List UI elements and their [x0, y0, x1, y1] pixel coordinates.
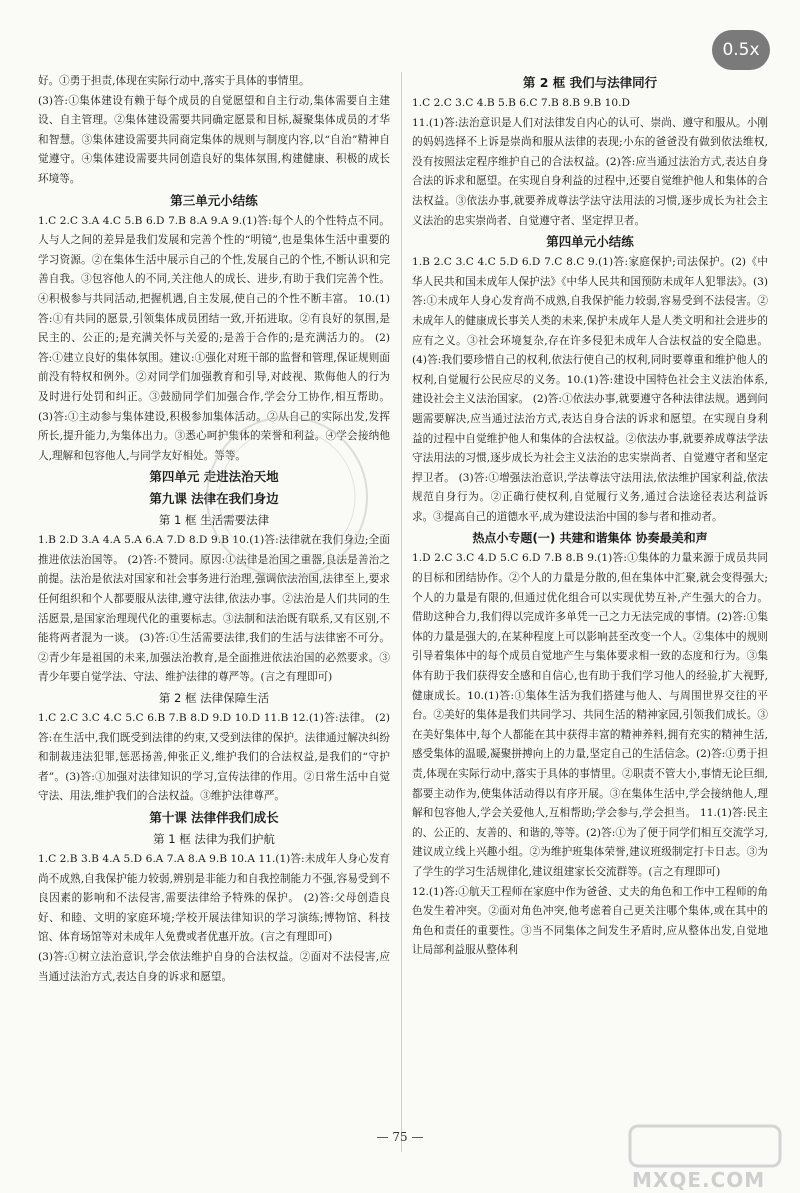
- page-number: — 75 —: [376, 1130, 424, 1144]
- paragraph: (3)答:①集体建设有赖于每个成员的自觉愿望和自主行动,集体需要自主建设、自主管理。②集体建设需要共同确定愿景和目标,凝聚集体成员的才华和智慧。③集体建设需要共同商定集体的规则与制度内容,以“自治”精神自觉遵守。④集体建设需要共同创造良好的集体氛围,构建健康、积极的成长环境等。: [38, 94, 390, 185]
- special-topic-heading: 热点小专题(一) 共建和谐集体 协奏最美和声: [472, 531, 708, 546]
- lesson-heading: 第九课 法律在我们身边: [149, 491, 279, 507]
- paragraph: 1.D 2.C 3.C 4.D 5.C 6.D 7.B 8.B 9.(1)答:①集体的力量来源于成员共同的目标和团结协作。②个人的力量是分散的,但在集体中汇聚,就会变得强大;个人的力量是有限的,但通过优化组合可以实现优势互补,产生强大的合力。借助这种合力,我们得以完成许多单凭一己之力无法完成的事情。(2)答:①集体的力量是强大的,在某种程度上可以影响甚至改变一个人。②集体中的规则引导着集体中的每个成员自觉地产生与集体要求相一致的态度和行为。③集体有助于我们获得安全感和自信心,也有助于我们学习他人的经验,扩大视野,健康成长。10.(1)答:①集体生活为我们搭建与他人、与周围世界交往的平台。②美好的集体是我们共同学习、共同生活的精神家园,引领我们成长。③在美好集体中,每个人都能在其中获得丰富的精神养料,拥有充实的精神生活,感受集体的温暖,凝聚拼搏向上的力量,坚定自己的生活信念。(2)答:①勇于担责,体现在实际行动中,落实于具体的事情里。②职责不管大小,事情无论巨细,都要主动作为,使集体活动得以有序开展。③在集体生活中,学会接纳他人,理解和包容他人,学会关爱他人,互相帮助;学会参与,学会担当。 11.(1)答:民主的、公正的、友善的、和谐的,等等。(2)答:①为了便于同学们相互交流学习,建议成立线上兴趣小组。②为维护班集体荣誉,建议班级制定打卡日志。③为了学生的学习生活规律化,建议组建家长交流群等。(言之有理即可): [412, 552, 768, 878]
- right-column: [412, 72, 768, 961]
- lesson-heading: 第十课 法律伴我们成长: [149, 810, 279, 825]
- paragraph: 1.C 2.C 3.A 4.C 5.B 6.D 7.B 8.A 9.A 9.(1)答:每个人的个性特点不同。人与人之间的差异是我们发展和完善个性的“明镜”,也是集体生活中重要的学习资源。②在集体生活中展示自己的个性,发展自己的个性,不断认识和完善自我。③包容他人的不同,关注他人的成长、进步,有助于我们完善个性。④积极参与共同活动,把握机遇,自主发展,使自己的个性不断丰富。 10.(1)答:①有共同的愿景,引领集体成员团结一致,开拓进取。②有良好的氛围,是民主的、公正的;是充满关怀与关爱的;是善于合作的;是充满活力的。 (2)答:①建立良好的集体氛围。建议:①强化对班干部的监督和管理,保证规则面前没有特权和例外。②对同学们加强教育和引导,对歧视、欺侮他人的行为及时进行处罚和纠正。③鼓励同学们加强合作,学会分工协作,相互帮助。 (3)答:①主动参与集体建设,积极参加集体活动。②从自己的实际出发,发挥所长,提升能力,为集体出力。③悉心呵护集体的荣誉和利益。④学会接纳他人,理解和包容他人,与同学友好相处。等等。: [38, 214, 390, 462]
- section-heading: 第 1 框 法律为我们护航: [153, 832, 275, 846]
- paragraph: 1.B 2.D 3.A 4.A 5.A 6.A 7.D 8.D 9.B 10.(1)答:法律就在我们身边;全面推进依法治国等。 (2)答:不赞同。原因:①法律是治国之重器,良法是善治之前提。法治是依法对国家和社会事务进行治理,强调依法治国,法律至上,要求任何组织和个人都要服从法律,遵守法律,依法办事。②法治是人们共同的生活愿景,是国家治理现代化的重要标志。③法制和法治既有联系,又有区别,不能将两者混为一谈。 (3)答:①生活需要法律,我们的生活与法律密不可分。②青少年是祖国的未来,加强法治教育,是全面推进依法治国的必然要求。③青少年要自觉学法、守法、维护法律的尊严等。(言之有理即可): [38, 534, 390, 684]
- paragraph: 1.C 2.B 3.B 4.A 5.D 6.A 7.A 8.A 9.B 10.A 11.(1)答:未成年人身心发育尚不成熟,自我保护能力较弱,辨别是非能力和自我控制能力不强,容易受到不良因素的影响和不法侵害,需要法律给予特殊的保护。 (2)答:父母创造良好、和睦、文明的家庭环境;学校开展法律知识的学习演练;博物馆、科技馆、体育场馆等对未成年人免费或者优惠开放。(言之有理即可): [38, 853, 390, 944]
- section-heading: 第 2 框 我们与法律同行: [522, 75, 658, 90]
- paragraph: 1.B 2.C 3.C 4.C 5.D 6.D 7.C 8.C 9.(1)答:家庭保护;司法保护。(2)《中华人民共和国未成年人保护法》《中华人民共和国预防未成年人犯罪法》。(3)答:①未成年人身心发育尚不成熟,自我保护能力较弱,容易受到不法侵害。②未成年人的健康成长事关人类的未来,保护未成年人是人类文明和社会进步的应有之义。③社会环境复杂,存在许多侵犯未成年人合法权益的安全隐患。 (4)答:我们要珍惜自己的权利,依法行使自己的权利,同时要尊重和维护他人的权利,自觉履行公民应尽的义务。10.(1)答:建设中国特色社会主义法治体系,建设社会主义法治国家。 (2)答:①依法办事,就要遵守各种法律法规。遇到问题需要解决,应当通过法治方式,表达自身合法的诉求和愿望。在实现自身利益的过程中自觉维护他人和集体的合法权益。②依法办事,就要养成尊法学法守法用法的习惯,逐步成长为社会主义法治的忠实崇尚者、自觉遵守者和坚定捍卫者。 (3)答:①增强法治意识,学法尊法守法用法,依法维护国家利益,依法规范自身行为。②正确行使权利,自觉履行义务,通过合法途径表达利益诉求。③提高自己的道德水平,成为建设法治中国的参与者和推动者。: [412, 256, 768, 523]
- paragraph: 11.(1)答:法治意识是人们对法律发自内心的认可、崇尚、遵守和服从。小刚的妈妈选择不上诉是崇尚和服从法律的表现;小东的爸爸没有做到依法维权,没有按照法定程序维护自己的合法权益。(2)答:应当通过法治方式,表达自身合法的诉求和愿望。在实现自身利益的过程中,还要自觉维护他人和集体的合法权益。③依法办事,就要养成尊法学法守法用法的习惯,逐步成长为社会主义法治的忠实崇尚者、自觉遵守者、坚定捍卫者。: [412, 116, 768, 227]
- paragraph: (3)答:①树立法治意识,学会依法维护自身的合法权益。②面对不法侵害,应当通过法治方式,表达自身的诉求和愿望。: [38, 950, 390, 983]
- column-divider: [401, 72, 402, 1152]
- paragraph: 1.C 2.C 3.C 4.C 5.C 6.B 7.B 8.D 9.D 10.D 11.B 12.(1)答:法律。 (2)答:在生活中,我们既受到法律的约束,又受到法律的保护。法律通过解决纠纷和制裁违法犯罪,惩恶扬善,伸张正义,维护我们的合法权益,是我们的“守护者”。(3)答:①加强对法律知识的学习,宣传法律的作用。②日常生活中自觉守法、用法,维护我们的合法权益。③维护法律尊严。: [38, 712, 390, 803]
- unit-heading: 第四单元 走进法治天地: [149, 469, 279, 485]
- section-heading: 第 1 框 生活需要法律: [158, 513, 270, 528]
- zoom-level-badge[interactable]: 0.5x: [712, 30, 770, 70]
- paragraph: 12.(1)答:①航天工程师在家庭中作为爸爸、丈夫的角色和工作中工程师的角色发生着冲突。②面对角色冲突,他考虑着自己更关注哪个集体,或在其中的角色和责任的重要性。③当不同集体之间发生矛盾时,应从整体出发,自觉地让局部利益服从整体利: [412, 885, 768, 957]
- unit-heading: 第四单元小结练: [546, 234, 634, 250]
- section-heading: 第 2 框 法律保障生活: [158, 691, 270, 706]
- paragraph: 1.C 2.C 3.C 4.B 5.B 6.C 7.B 8.B 9.B 10.D: [412, 97, 630, 109]
- stamp-watermark-icon: [195, 405, 380, 590]
- paragraph: 好。①勇于担责,体现在实际行动中,落实于具体的事情里。: [38, 75, 310, 87]
- unit-heading: 第三单元小结练: [170, 192, 258, 208]
- site-watermark-text: MXQE.COM: [632, 1168, 766, 1192]
